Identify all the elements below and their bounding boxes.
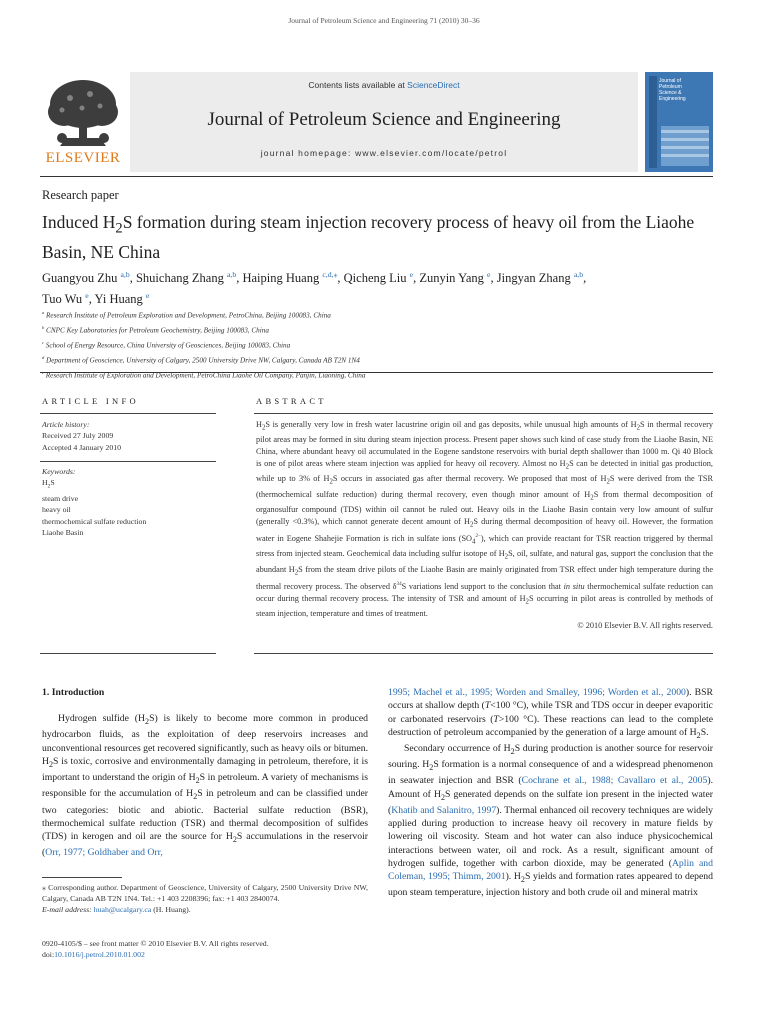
keyword-list: [42, 466, 218, 538]
keywords-label: Keywords:: [42, 467, 76, 476]
citation-link[interactable]: 1995; Machel et al., 1995; Worden and Smalley, 1996; Worden et al., 2000: [388, 687, 686, 698]
history-label: Article history:: [42, 420, 90, 429]
affiliation-text: School of Energy Resource, China University of Geosciences, Beijing 100083, China: [45, 341, 291, 350]
author-affiliation-sup[interactable]: e: [487, 270, 491, 279]
author-name[interactable]: Tuo Wu: [42, 292, 83, 307]
author-affiliation-sup[interactable]: c,d,⁎: [322, 270, 338, 279]
copyright-line: © 2010 Elsevier B.V. All rights reserved.: [577, 620, 713, 630]
doi-line: [42, 949, 368, 960]
title-subscript: 2: [115, 220, 123, 237]
author-name[interactable]: Jingyan Zhang: [496, 271, 571, 286]
affiliation-list: [42, 307, 722, 381]
keyword-item: heavy oil: [42, 505, 71, 515]
accepted-date: Accepted 4 January 2010: [42, 442, 122, 452]
author-affiliation-sup[interactable]: a,b: [573, 270, 584, 279]
affiliation-item: [42, 367, 722, 382]
cover-title-line: Science &: [659, 90, 682, 96]
cover-title-line: Journal of: [659, 78, 681, 84]
author-name[interactable]: Haiping Huang: [242, 271, 320, 286]
elsevier-wordmark: ELSEVIER: [45, 150, 121, 166]
author-name[interactable]: Shuichang Zhang: [135, 271, 224, 286]
email-link[interactable]: huah@ucalgary.ca: [93, 905, 152, 915]
abstract-heading: ABSTRACT: [256, 396, 327, 406]
body-column-left: [42, 686, 368, 859]
abstract-body: [256, 419, 713, 632]
article-history: [42, 419, 218, 453]
received-date: Received 27 July 2009: [42, 431, 114, 441]
body-paragraph: Hydrogen sulfide $(H_2S)$ is likely to become more common in produced hydrocarbon fluids, as the exploitation of deep reservoirs increases and unconventional resources get recovered significantly, such as heavy oils or bitumen. $H_2S$ is toxic, corrosive and environmentally damaging in petroleum, therefore, it is important to understand the origin of $H_2S$ in petroleum. A variety of mechanisms is responsible for the accumulation of $H_2S$ in petroleum and can be classified under two categories: biotic and abiotic. Bacterial sulfate reduction (BSR), thermochemical sulfate reduction (TSR) and thermal decomposition of sulfides (TDS) in kerogen and oil are the source for $H_2S$ accumulations in the reservoir (Orr, 1977; Goldhaber and Orr,: [42, 713, 368, 859]
email-line: [42, 904, 368, 915]
affiliation-text: Department of Geoscience, University of Calgary, 2500 University Drive NW, Calgary, Canada AB T2N 1N4: [46, 356, 360, 365]
keyword-item: $H_2S$: [42, 478, 55, 490]
article-info-divider: [40, 461, 216, 462]
cover-title-line: Engineering: [659, 96, 686, 102]
affiliation-item: [42, 322, 722, 337]
corresponding-author-note: ⁎ Corresponding author. Department of Geoscience, University of Calgary, 2500 University Drive NW, Calgary, Canada AB T2N 1N4. Tel.: +1 403 2208396; fax: +1 403 2840074.: [42, 883, 368, 904]
author-name[interactable]: Yi Huang: [94, 292, 143, 307]
abstract-divider: [254, 413, 713, 414]
citation-link[interactable]: Orr, 1977; Goldhaber and Orr,: [45, 847, 163, 859]
author-name[interactable]: Zunyin Yang: [419, 271, 484, 286]
contents-prefix: Contents lists available at: [308, 80, 408, 90]
citation-link[interactable]: Aplin and Coleman, 1995; Thimm, 2001: [388, 857, 713, 882]
affiliation-letter: d: [42, 354, 45, 360]
affiliation-item: [42, 337, 722, 352]
cover-title: [659, 78, 711, 102]
affiliation-letter: e: [42, 369, 44, 375]
keyword-item: steam drive: [42, 494, 79, 504]
article-title: [42, 211, 722, 264]
author-affiliation-sup[interactable]: e: [409, 270, 414, 279]
front-matter: [42, 938, 368, 960]
doi-prefix: doi:: [42, 950, 55, 960]
author-affiliation-sup[interactable]: a,b: [120, 270, 130, 279]
author-affiliation-sup[interactable]: e: [145, 291, 150, 301]
header-divider: [40, 176, 713, 177]
journal-homepage[interactable]: journal homepage: www.elsevier.com/locate/petrol: [260, 148, 508, 158]
body-paragraph: Secondary occurrence of $H_2S$ during production is another source for reservoir souring. $H_2S$ formation is a normal consequence of and a widespread phenomenon in seawater injection and BSR (Cochrane et al., 1988; Cavallaro et al., 2005). Amount of $H_2S$ generated depends on the sulfate ion present in the injected water (Khatib and Salanitro, 1997). Thermal enhanced oil recovery techniques are widely applied during production to increase heavy oil recovery in mature fields by lowering oil viscosity. Steam and hot water can also induce physicochemical interactions between water, oil and rock. As a result, significant amount of hydrogen sulfide, together with carbon dioxide, may be generated (Aplin and Coleman, 1995; Thimm, 2001). $H_2S$ yields and formation rates appeared to depend upon steam temperature, injection history and both crude oil and mineral matrix: [388, 742, 714, 899]
journal-title: Journal of Petroleum Science and Engineering: [207, 109, 561, 130]
footnote: [42, 882, 368, 916]
article-type: Research paper: [42, 188, 119, 202]
cover-title-line: Petroleum: [659, 84, 682, 90]
publisher-banner: [40, 72, 638, 172]
abstract-divider: [254, 653, 713, 654]
author-list: Guangyou Zhu $^{a,b}$, Shuichang Zhang $^{a,b}$, Haiping Huang $^{c,d,⁎}$, Qicheng Liu $^e$, Zunyin Yang $^e$, Jingyan Zhang $^{a,b}$, Tuo Wu $^e$, Yi Huang $^e$: [42, 270, 587, 307]
journal-banner: [130, 72, 638, 172]
article-info-divider: [40, 413, 216, 414]
affiliation-text: Research Institute of Petroleum Exploration and Development, PetroChina, Beijing 100083, China: [46, 311, 331, 320]
footnote-divider: [42, 877, 122, 878]
author-name[interactable]: Qicheng Liu: [343, 271, 407, 286]
keyword-item: Liaohe Basin: [42, 528, 84, 538]
affiliation-item: [42, 352, 722, 367]
affiliation-letter: c: [42, 339, 44, 345]
author-affiliation-sup[interactable]: a,b: [226, 270, 237, 279]
issn-line: 0920-4105/$ – see front matter © 2010 Elsevier B.V. All rights reserved.: [42, 939, 269, 948]
section-heading: 1. Introduction: [42, 687, 105, 698]
author-name[interactable]: Guangyou Zhu: [42, 271, 118, 286]
sciencedirect-link[interactable]: ScienceDirect: [407, 80, 460, 90]
journal-cover-thumbnail: [645, 72, 713, 172]
article-info-heading: ARTICLE INFO: [42, 396, 139, 406]
citation-link[interactable]: Cochrane et al., 1988; Cavallaro et al., 2005: [521, 775, 708, 787]
title-part: S formation during steam injection recovery process of heavy oil from the Liaohe Basin, NE China: [42, 212, 695, 262]
contents-line: [130, 80, 638, 90]
abstract-paragraph: $H_2S$ is generally very low in fresh water lacustrine origin oil and gas deposits, while unusual high amounts of $H_2S$ in thermal recovery pilot areas may be formed in situ during steam injection process. Present paper shows such kind of case study from the Liaohe Basin, NE China, where abundant heavy oil accumulated in the Eogene sandstone reservoirs with burial depth shallower than 1000 m. Qi 40 Block is one of pilot areas where steam injection was applied for heavy oil recovery. Almost no $H_2S$ can be detected in initial gas production, while up to 3% of $H_2S$ occurs in associated gas after thermal recovery. We proposed that most of $H_2S$ were derived from the TSR (thermochemical sulfate reduction) during thermal recovery, even though minor amount of $H_2S$ from thermal decomposition of organosulfur compound (TDS) within oil cannot be ruled out. Heavy oils in the Liaohe Basin contain very low amount of sulfur (generally <0.3%), which cannot generate decent amount of $H_2S$ during thermal decomposition of heavy oil. However, the formation water in Eogene Shahejie Formation is rich in sulfate ions $(SO_4^{2-})$, which can provide reactant for TSR reaction triggered by thermal stress from injected steam. Geochemical data including sulfur isotope of $H_2S$, oil, sulfate, and natural gas, support the conclusion that the abundant $H_2S$ from the steam drive pilots of the Liaohe Basin are mainly originated from TSR effect under high temperature during the thermal recovery process. The observed $\delta^{34}S$ variations lend support to the conclusion that in situ thermochemical sulfate reduction can occur during thermal recovery process. The intensity of TSR and amount of $H_2S$ occurring in pilot areas is controlled by methods of steam injection, temperature and times of treatment.: [256, 420, 714, 619]
affiliation-text: CNPC Key Laboratories for Petroleum Geochemistry, Beijing 100083, China: [46, 326, 269, 335]
keyword-item: thermochemical sulfate reduction: [42, 516, 147, 526]
body-paragraph: 1995; Machel et al., 1995; Worden and Smalley, 1996; Worden et al., 2000). BSR occurs at shallow depth (T<100 °C), while TSR and TDS occur in deeper evaporitic or carbonated reservoirs (T>100 °C). These reactions can lead to the complete destruction of petroleum accompanied by the generation of a large amount of $H_2S$.: [388, 687, 713, 740]
journal-citation: Journal of Petroleum Science and Engineering 71 (2010) 30–36: [288, 16, 480, 25]
body-column-right: [388, 686, 713, 899]
title-part: Induced H: [42, 212, 116, 232]
citation-link[interactable]: Khatib and Salanitro, 1997: [391, 804, 497, 816]
doi-link[interactable]: 10.1016/j.petrol.2010.01.002: [54, 950, 145, 960]
article-info-divider: [40, 653, 216, 654]
affiliation-letter: a: [42, 310, 45, 315]
affiliation-text: Research Institute of Exploration and Development, PetroChina Liaohe Oil Company, Panjin, Liaoning, China: [45, 370, 366, 379]
email-suffix: (H. Huang).: [153, 905, 191, 915]
affiliation-item: [42, 307, 722, 322]
author-affiliation-sup[interactable]: e: [85, 291, 89, 301]
affiliation-letter: b: [42, 324, 45, 330]
email-label: E-mail address:: [42, 905, 92, 915]
